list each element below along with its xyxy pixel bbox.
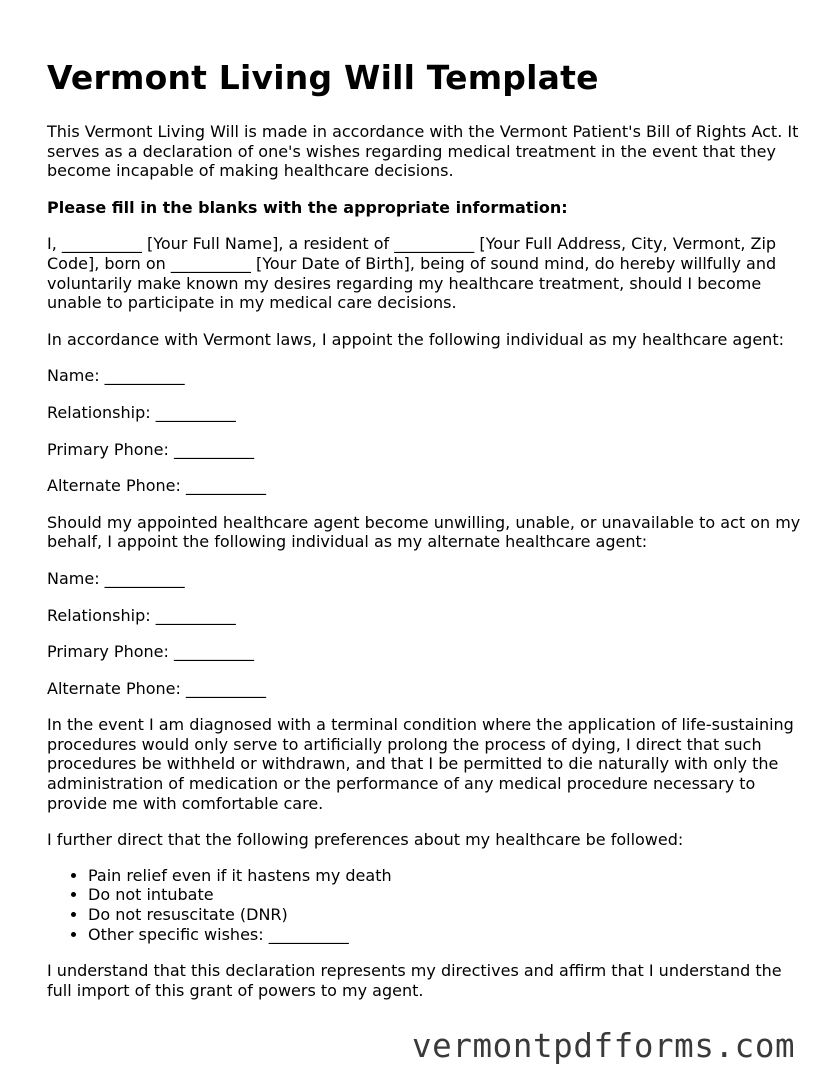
- agent-relationship-field: Relationship: __________: [47, 402, 236, 422]
- list-item: • Do not intubate: [88, 885, 802, 905]
- alternate-agent-name-field: Name: __________: [47, 568, 185, 588]
- document-page: [47, 58, 802, 1000]
- terminal-condition-paragraph: In the event I am diagnosed with a terminal condition where the application of life-sustaining procedures would only serve to artificially prolong the process of dying, I direct that such procedures be withheld or withdrawn, and that I be permitted to die naturally with only the administration of medication or the performance of any medical procedure necessary to provide me with comfortable care.: [47, 715, 794, 813]
- agent-name-field: Name: __________: [47, 366, 185, 386]
- alternate-agent-alternate-phone-field: Alternate Phone: __________: [47, 678, 266, 698]
- alternate-agent-relationship-field: Relationship: __________: [47, 605, 236, 625]
- fill-instructions-heading: Please fill in the blanks with the appropriate information:: [47, 197, 568, 217]
- preferences-list: [47, 866, 802, 944]
- page-title: Vermont Living Will Template: [47, 58, 599, 97]
- preferences-intro-paragraph: I further direct that the following preferences about my healthcare be followed:: [47, 830, 684, 850]
- list-item: • Do not resuscitate (DNR): [88, 905, 802, 925]
- site-watermark: vermontpdfforms.com: [412, 1027, 796, 1065]
- closing-paragraph: I understand that this declaration represents my directives and affirm that I understand the full import of this grant of powers to my agent.: [47, 961, 782, 1000]
- declaration-paragraph: I, __________ [Your Full Name], a resident of __________ [Your Full Address, City, Vermont, Zip Code], born on __________ [Your Date of Birth], being of sound mind, do hereby willfully and voluntarily make known my desires regarding my healthcare treatment, should I become unable to participate in my medical care decisions.: [47, 234, 777, 313]
- intro-paragraph: This Vermont Living Will is made in accordance with the Vermont Patient's Bill of Rights Act. It serves as a declaration of one's wishes regarding medical treatment in the event that they become incapable of making healthcare decisions.: [47, 122, 799, 181]
- alternate-agent-primary-phone-field: Primary Phone: __________: [47, 642, 254, 662]
- alternate-agent-intro-paragraph: Should my appointed healthcare agent become unwilling, unable, or unavailable to act on my behalf, I appoint the following individual as my alternate healthcare agent:: [47, 512, 801, 552]
- agent-alternate-phone-field: Alternate Phone: __________: [47, 476, 266, 496]
- list-item: • Pain relief even if it hastens my death: [88, 866, 802, 886]
- agent-intro-paragraph: In accordance with Vermont laws, I appoint the following individual as my healthcare agent:: [47, 329, 784, 349]
- agent-primary-phone-field: Primary Phone: __________: [47, 439, 254, 459]
- list-item: • Other specific wishes: __________: [88, 925, 802, 945]
